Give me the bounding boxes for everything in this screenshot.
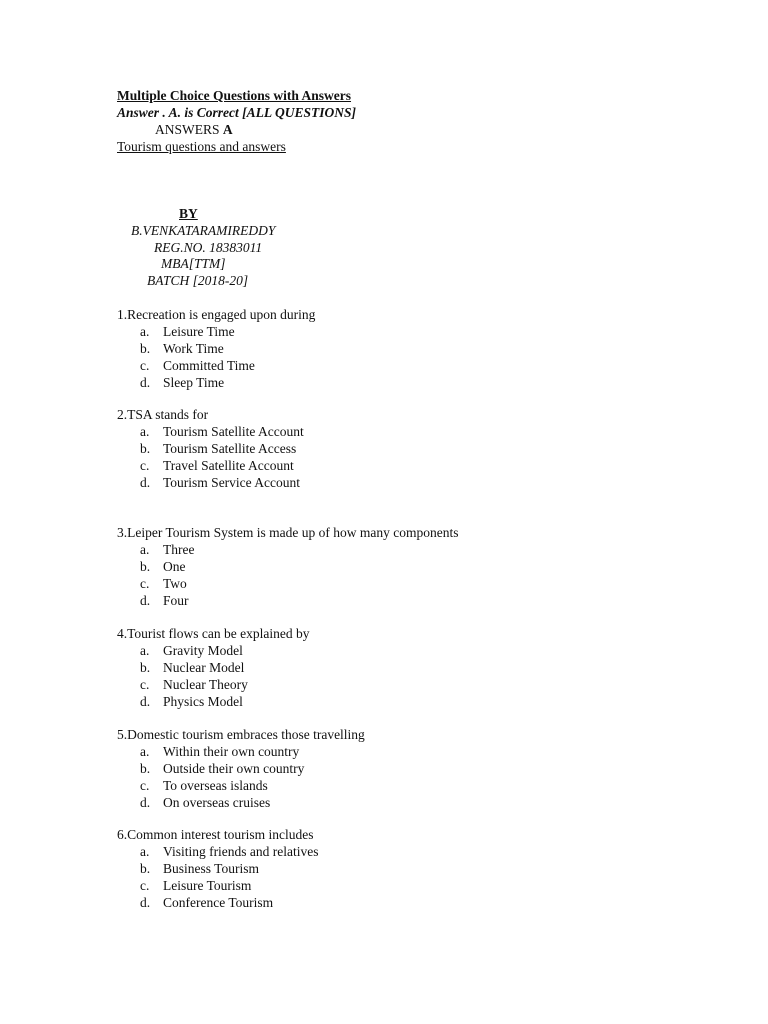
option-c bbox=[117, 877, 313, 894]
option-letter: a. bbox=[140, 542, 150, 557]
option-c bbox=[117, 777, 365, 794]
option-d bbox=[117, 794, 365, 811]
option-letter: b. bbox=[140, 660, 151, 675]
answers-letter: A bbox=[222, 122, 233, 137]
option-text: Physics Model bbox=[163, 694, 243, 709]
option-letter: c. bbox=[140, 778, 150, 793]
option-text: Three bbox=[163, 542, 195, 557]
option-text: Two bbox=[163, 576, 187, 591]
option-a bbox=[117, 541, 459, 558]
option-letter: a. bbox=[140, 844, 150, 859]
question-5 bbox=[117, 726, 365, 811]
option-letter: c. bbox=[140, 458, 150, 473]
option-letter: b. bbox=[140, 761, 151, 776]
option-text: Outside their own country bbox=[163, 761, 305, 776]
option-d bbox=[117, 894, 313, 911]
option-letter: d. bbox=[140, 895, 151, 910]
question-4 bbox=[117, 625, 310, 710]
option-text: Gravity Model bbox=[163, 643, 243, 658]
option-letter: d. bbox=[140, 795, 151, 810]
option-d bbox=[117, 592, 459, 609]
option-text: Visiting friends and relatives bbox=[163, 844, 319, 859]
option-b bbox=[117, 760, 365, 777]
question-text: 2.TSA stands for bbox=[117, 407, 209, 422]
option-text: Tourism Service Account bbox=[163, 475, 301, 490]
question-3 bbox=[117, 524, 459, 609]
option-letter: b. bbox=[140, 341, 151, 356]
option-letter: c. bbox=[140, 878, 150, 893]
option-text: Sleep Time bbox=[163, 375, 225, 390]
option-b bbox=[117, 659, 310, 676]
option-text: Conference Tourism bbox=[163, 895, 274, 910]
author-program: MBA[TTM] bbox=[161, 256, 226, 271]
option-letter: a. bbox=[140, 744, 150, 759]
option-d bbox=[117, 374, 315, 391]
option-text: Four bbox=[163, 593, 189, 608]
option-c bbox=[117, 357, 315, 374]
option-text: Leisure Time bbox=[163, 324, 235, 339]
option-b bbox=[117, 860, 313, 877]
option-a bbox=[117, 323, 315, 340]
option-c bbox=[117, 575, 459, 592]
option-text: Committed Time bbox=[163, 358, 255, 373]
option-letter: c. bbox=[140, 358, 150, 373]
option-c bbox=[117, 457, 294, 474]
document-subtitle: Tourism questions and answers bbox=[117, 139, 286, 154]
option-c bbox=[117, 676, 310, 693]
author-name: B.VENKATARAMIREDDY bbox=[131, 223, 276, 238]
option-letter: d. bbox=[140, 593, 151, 608]
by-label: BY bbox=[179, 206, 198, 221]
option-text: Nuclear Model bbox=[163, 660, 245, 675]
author-reg-no: REG.NO. 18383011 bbox=[154, 240, 263, 255]
option-letter: b. bbox=[140, 559, 151, 574]
option-letter: d. bbox=[140, 375, 151, 390]
question-text: 1.Recreation is engaged upon during bbox=[117, 307, 316, 322]
question-6 bbox=[117, 826, 319, 911]
question-text: 5.Domestic tourism embraces those travelling bbox=[117, 727, 365, 742]
question-1 bbox=[117, 306, 315, 391]
option-d bbox=[117, 693, 310, 710]
option-text: Nuclear Theory bbox=[163, 677, 248, 692]
author-batch: BATCH [2018-20] bbox=[147, 273, 249, 288]
option-a bbox=[117, 423, 304, 440]
question-text: 6.Common interest tourism includes bbox=[117, 827, 314, 842]
option-text: On overseas cruises bbox=[163, 795, 271, 810]
option-text: Tourism Satellite Account bbox=[163, 424, 304, 439]
option-a bbox=[117, 642, 310, 659]
document-title: Multiple Choice Questions with Answers bbox=[117, 88, 352, 103]
option-b bbox=[117, 440, 297, 457]
option-text: One bbox=[163, 559, 186, 574]
answer-note: Answer . A. is Correct [ALL QUESTIONS] bbox=[117, 105, 357, 120]
option-letter: b. bbox=[140, 861, 151, 876]
option-letter: d. bbox=[140, 475, 151, 490]
option-a bbox=[117, 843, 319, 860]
option-text: To overseas islands bbox=[163, 778, 268, 793]
option-letter: c. bbox=[140, 576, 150, 591]
answers-line bbox=[155, 121, 233, 138]
question-2 bbox=[117, 406, 304, 491]
option-text: Tourism Satellite Access bbox=[163, 441, 297, 456]
question-text: 3.Leiper Tourism System is made up of how many components bbox=[117, 525, 459, 540]
answers-label: ANSWERS bbox=[155, 122, 223, 137]
option-text: Work Time bbox=[163, 341, 224, 356]
option-letter: b. bbox=[140, 441, 151, 456]
option-letter: a. bbox=[140, 324, 150, 339]
option-text: Travel Satellite Account bbox=[163, 458, 294, 473]
option-letter: a. bbox=[140, 643, 150, 658]
option-a bbox=[117, 743, 365, 760]
option-text: Business Tourism bbox=[163, 861, 259, 876]
option-letter: d. bbox=[140, 694, 151, 709]
option-text: Within their own country bbox=[163, 744, 300, 759]
option-letter: c. bbox=[140, 677, 150, 692]
option-d bbox=[117, 474, 301, 491]
question-text: 4.Tourist flows can be explained by bbox=[117, 626, 310, 641]
option-text: Leisure Tourism bbox=[163, 878, 252, 893]
option-letter: a. bbox=[140, 424, 150, 439]
option-b bbox=[117, 340, 315, 357]
option-b bbox=[117, 558, 459, 575]
